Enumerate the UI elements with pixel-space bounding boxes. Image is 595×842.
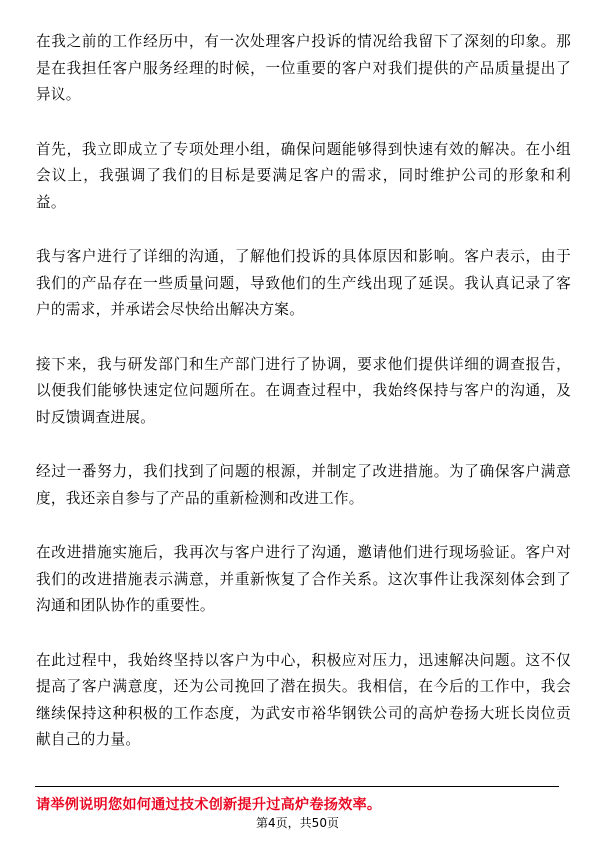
footer-question: 请举例说明您如何通过技术创新提升过高炉卷扬效率。 bbox=[36, 797, 382, 813]
paragraph: 在我之前的工作经历中，有一次处理客户投诉的情况给我留下了深刻的印象。那是在我担任客户服务经理的时候，一位重要的客户对我们提供的产品质量提出了异议。 bbox=[36, 33, 571, 103]
paragraph: 接下来，我与研发部门和生产部门进行了协调，要求他们提供详细的调查报告，以便我们能够快速定位问题所在。在调查过程中，我始终保持与客户的沟通，及时反馈调查进展。 bbox=[36, 355, 571, 426]
footer-divider bbox=[35, 786, 559, 787]
paragraph: 在此过程中，我始终坚持以客户为中心，积极应对压力，迅速解决问题。这不仅提高了客户满意度，还为公司挽回了潜在损失。我相信，在今后的工作中，我会继续保持这种积极的工作态度，为武安市裕华钢铁公司的高炉卷扬大班长岗位贡献自己的力量。 bbox=[36, 651, 571, 748]
paragraph: 在改进措施实施后，我再次与客户进行了沟通，邀请他们进行现场验证。客户对我们的改进措施表示满意，并重新恢复了合作关系。这次事件让我深刻体会到了沟通和团队协作的重要性。 bbox=[36, 544, 571, 614]
paragraph: 首先，我立即成立了专项处理小组，确保问题能够得到快速有效的解决。在小组会议上，我强调了我们的目标是要满足客户的需求，同时维护公司的形象和利益。 bbox=[36, 140, 571, 211]
document-body bbox=[36, 29, 571, 782]
paragraph: 经过一番努力，我们找到了问题的根源，并制定了改进措施。为了确保客户满意度，我还亲自参与了产品的重新检测和改进工作。 bbox=[36, 463, 571, 507]
page-indicator: 第4页，共50页 bbox=[256, 816, 339, 830]
paragraph: 我与客户进行了详细的沟通，了解他们投诉的具体原因和影响。客户表示，由于我们的产品存在一些质量问题，导致他们的生产线出现了延误。我认真记录了客户的需求，并承诺会尽快给出解决方案。 bbox=[36, 248, 571, 318]
